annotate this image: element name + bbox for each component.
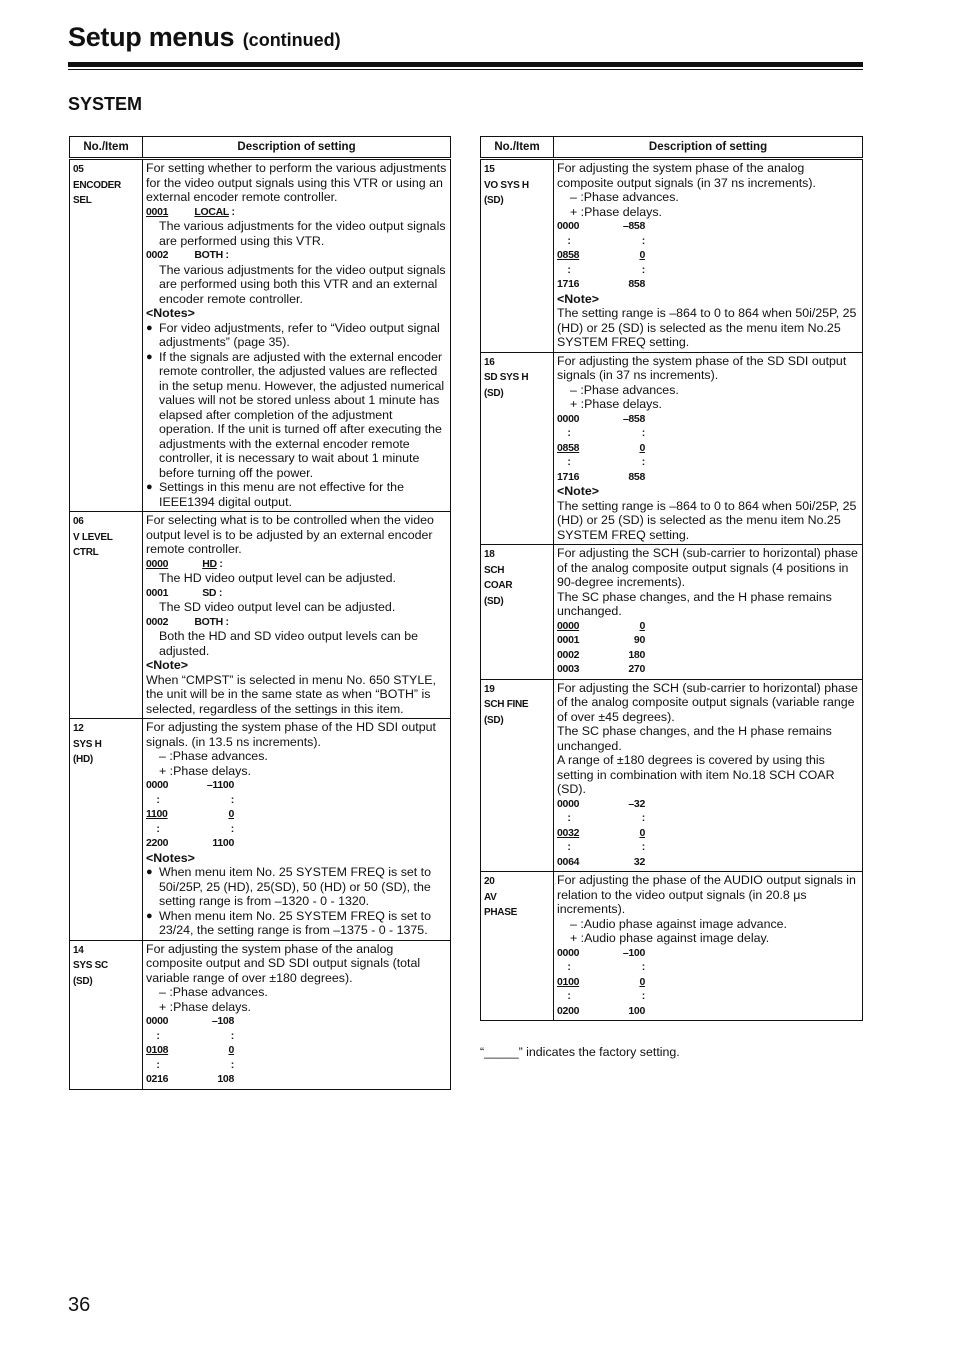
description-cell: For adjusting the SCH (sub-carrier to horizontal) phase of the analog composite output signals (4 positions in 90-degree increments). The SC phase changes, and the H phase remains unchanged. 0000 0 0001 90 0002 180 0003 270 (554, 545, 863, 680)
table-row (70, 940, 451, 1089)
section-title: SYSTEM (68, 94, 143, 114)
table-row (70, 719, 451, 941)
value-ellipsis: : : (156, 1058, 234, 1071)
note-bullet: ● Settings in this menu are not effective for the IEEE1394 digital output. (146, 480, 447, 509)
col-header-desc: Description of setting (554, 137, 863, 159)
value-ellipsis: : : (567, 990, 645, 1002)
value-row: 0000 –100 (557, 946, 645, 959)
table-row (481, 872, 863, 1021)
description-cell: For adjusting the system phase of the HD SDI output signals. (in 13.5 ns increments). – :Phase advances. + :Phase delays. 0000 –1100 : : 1100 0 : : 2200 1100 <Notes> ● When menu item No. 25 SYSTEM FREQ is set to 50i/25P, 25 (HD), 25(SD), 50 (HD) or 50 (SD), the setting range is from –1320 - 0 - 1320. ● When menu item No. 25 SYSTEM FREQ is set to 23/24, the setting range is from –1375 - 0 - 1375. (143, 719, 451, 941)
value-ellipsis: : : (156, 793, 234, 806)
table-header-row (70, 137, 451, 159)
value-row: 0002 180 (557, 648, 645, 661)
value-ellipsis: : : (567, 812, 645, 824)
item-no-cell: 05 ENCODER SEL (70, 159, 143, 512)
item-no-cell: 15 VO SYS H (SD) (481, 159, 554, 353)
value-row: 0858 0 (557, 249, 645, 261)
option-line: 0001 LOCAL : (146, 205, 235, 218)
description-cell: For adjusting the SCH (sub-carrier to horizontal) phase of the analog composite output signals (variable range of over ±45 degrees). The SC phase changes, and the H phase remains unchanged. A range of ±180 degrees is covered by using this setting in combination with item No.18 SCH COAR (SD). 0000 –32 : : 0032 0 : : 0064 32 (554, 679, 863, 872)
value-ellipsis: : : (567, 961, 645, 973)
value-row: 0200 100 (557, 1004, 645, 1017)
table-row (70, 512, 451, 719)
item-no-cell: 16 SD SYS H (SD) (481, 352, 554, 545)
table-row (481, 159, 863, 353)
page-number: 36 (68, 1294, 91, 1316)
value-row: 0000 –108 (146, 1015, 234, 1027)
value-row: 0858 0 (557, 441, 645, 454)
table-header-row (481, 137, 863, 159)
item-no-cell: 19 SCH FINE (SD) (481, 679, 554, 872)
item-no-cell: 18 SCH COAR (SD) (481, 545, 554, 680)
value-row: 1716 858 (557, 470, 645, 483)
note-bullet: ● When menu item No. 25 SYSTEM FREQ is set to 23/24, the setting range is from –1375 - 0 - 1375. (146, 909, 447, 938)
col-header-no: No./Item (70, 137, 143, 159)
description-cell: For adjusting the phase of the AUDIO output signals in relation to the video output signals (in 20.8 μs increments). – :Audio phase against image advance. + :Audio phase against image delay. 0000 –100 : : 0100 0 : : 0200 100 (554, 872, 863, 1021)
option-line: 0001 SD : (146, 586, 223, 599)
description-cell: For adjusting the system phase of the SD SDI output signals (in 37 ns increments). – :Phase advances. + :Phase delays. 0000 –858 : : 0858 0 : : 1716 858 <Note> The setting range is –864 to 0 to 864 when 50i/25P, 25 (HD) or 25 (SD) is selected as the menu item No.25 SYSTEM FREQ setting. (554, 352, 863, 545)
page-subtitle: (continued) (242, 30, 341, 50)
factory-setting-footnote: “_____” indicates the factory setting. (480, 1045, 680, 1059)
table-row (481, 545, 863, 680)
description-cell: For setting whether to perform the various adjustments for the video output signals using this VTR or using an external encoder remote controller. 0001 LOCAL : The various adjustments for the video output signals are performed using this VTR. 0002 BOTH : The various adjustments for the video output signals are performed using both this VTR and an external encoder remote controller. <Notes> ● For video adjustments, refer to “Video output signal adjustments” (page 35). ● If the signals are adjusted with the external encoder remote controller, the adjusted values are reflected in the setup menu. However, the adjusted numerical values will not be stored unless about 1 minute has elapsed after completion of the adjustment operation. If the unit is turned off after executing the adjustments with the external encoder remote controller, it is necessary to wait about 1 minute before turning off the power. ● Settings in this menu are not effective for the IEEE1394 digital output. (143, 159, 451, 512)
page-header (68, 22, 341, 53)
col-header-desc: Description of setting (143, 137, 451, 159)
item-no-cell: 14 SYS SC (SD) (70, 940, 143, 1089)
value-row: 0100 0 (557, 975, 645, 988)
item-no-cell: 12 SYS H (HD) (70, 719, 143, 941)
note-bullet: ● For video adjustments, refer to “Video output signal adjustments” (page 35). (146, 321, 447, 350)
page-title: Setup menus (68, 22, 235, 52)
note-bullet: ● When menu item No. 25 SYSTEM FREQ is set to 50i/25P, 25 (HD), 25(SD), 50 (HD) or 50 (SD), the setting range is from –1320 - 0 - 1320. (146, 865, 447, 909)
option-line: 0002 BOTH : (146, 249, 229, 261)
value-ellipsis: : : (567, 263, 645, 276)
value-row: 0216 108 (146, 1073, 234, 1085)
value-row: 1100 0 (146, 808, 234, 820)
value-row: 0064 32 (557, 855, 645, 868)
col-header-no: No./Item (481, 137, 554, 159)
value-ellipsis: : : (156, 1029, 234, 1042)
option-line: 0000 HD : (146, 557, 223, 570)
note-bullet: ● If the signals are adjusted with the external encoder remote controller, the adjusted values are reflected in the setup menu. However, the adjusted numerical values will not be stored unless about 1 minute has elapsed after completion of the adjustment operation. If the unit is turned off after executing the adjustments with the external encoder remote controller, it is necessary to wait about 1 minute before turning off the power. (146, 350, 447, 481)
table-row (70, 159, 451, 512)
value-row: 0108 0 (146, 1044, 234, 1056)
value-ellipsis: : : (567, 427, 645, 439)
value-row: 1716 858 (557, 278, 645, 290)
value-row: 0001 90 (557, 634, 645, 646)
item-no-cell: 06 V LEVEL CTRL (70, 512, 143, 719)
value-row: 0000 –858 (557, 220, 645, 232)
settings-table-right (480, 136, 863, 1021)
value-ellipsis: : : (567, 234, 645, 247)
value-row: 0000 –1100 (146, 779, 234, 791)
table-row (481, 679, 863, 872)
value-row: 0000 0 (557, 619, 645, 632)
table-row (481, 352, 863, 545)
description-cell: For adjusting the system phase of the analog composite output signals (in 37 ns increments). – :Phase advances. + :Phase delays. 0000 –858 : : 0858 0 : : 1716 858 <Note> The setting range is –864 to 0 to 864 when 50i/25P, 25 (HD) or 25 (SD) is selected as the menu item No.25 SYSTEM FREQ setting. (554, 159, 863, 353)
value-row: 0032 0 (557, 826, 645, 839)
value-row: 0000 –32 (557, 797, 645, 810)
value-ellipsis: : : (156, 822, 234, 835)
header-rule-thin (68, 69, 863, 70)
value-row: 2200 1100 (146, 837, 234, 849)
option-line: 0002 BOTH : (146, 615, 229, 628)
value-ellipsis: : : (567, 841, 645, 853)
description-cell: For selecting what is to be controlled when the video output level is to be adjusted by an external encoder remote controller. 0000 HD : The HD video output level can be adjusted. 0001 SD : The SD video output level can be adjusted. 0002 BOTH : Both the HD and SD video output levels can be adjusted. <Note> When “CMPST” is selected in menu No. 650 STYLE, the unit will be in the same state as when “BOTH” is selected, regardless of the settings in this item. (143, 512, 451, 719)
value-row: 0000 –858 (557, 412, 645, 425)
value-ellipsis: : : (567, 456, 645, 468)
item-no-cell: 20 AV PHASE (481, 872, 554, 1021)
description-cell: For adjusting the system phase of the analog composite output and SD SDI output signals (total variable range of over ±180 degrees). – :Phase advances. + :Phase delays. 0000 –108 : : 0108 0 : : 0216 108 (143, 940, 451, 1089)
value-row: 0003 270 (557, 663, 645, 675)
settings-table-left (69, 136, 451, 1090)
header-rule-thick (68, 62, 863, 67)
